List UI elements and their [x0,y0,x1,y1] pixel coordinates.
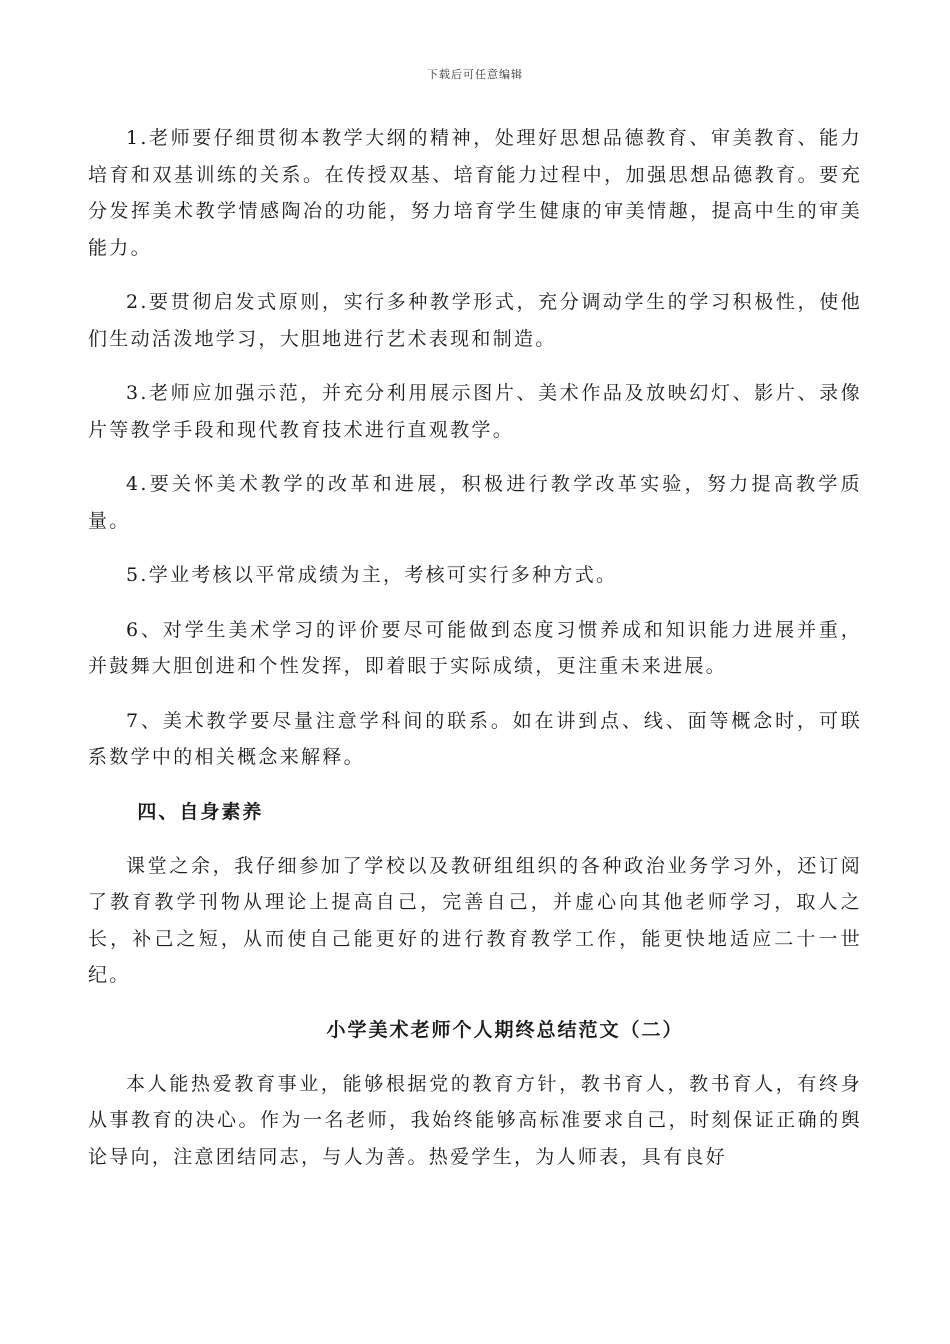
list-item-3: 3.老师应加强示范，并充分利用展示图片、美术作品及放映幻灯、影片、录像片等教学手段和现代教育技术进行直观教学。 [88,382,862,441]
list-item-1: 1.老师要仔细贯彻本教学大纲的精神，处理好思想品德教育、审美教育、能力培育和双基训练的关系。在传授双基、培育能力过程中，加强思想品德教育。要充分发挥美术教学情感陶冶的功能，努力培育学生健康的审美情趣，提高中生的审美能力。 [88,127,862,259]
list-item-4: 4.要关怀美术教学的改革和进展，积极进行教学改革实验，努力提高教学质量。 [88,473,862,532]
list-item-6: 6、对学生美术学习的评价要尽可能做到态度习惯养成和知识能力进展并重，并鼓舞大胆创进和个性发挥，即着眼于实际成绩，更注重未来进展。 [88,618,862,677]
section-body-self-cultivation: 课堂之余，我仔细参加了学校以及教研组组织的各种政治业务学习外，还订阅了教育教学刊物从理论上提高自己，完善自己，并虚心向其他老师学习，取人之长，补己之短，从而使自己能更好的进行教育教学工作，能更快地适应二十一世纪。 [88,854,862,986]
document-body [88,120,862,1193]
list-item-5: 5.学业考核以平常成绩为主，考核可实行多种方式。 [126,564,618,586]
list-item-7: 7、美术教学要尽量注意学科间的联系。如在讲到点、线、面等概念时，可联系数学中的相关概念来解释。 [88,709,862,768]
article-body: 本人能热爱教育事业，能够根据党的教育方针，教书育人，教书育人，有终身从事教育的决心。作为一名老师，我始终能够高标准要求自己，时刻保证正确的舆论导向，注意团结同志，与人为善。热爱学生，为人师表，具有良好 [88,1072,862,1168]
section-heading-self-cultivation: 四、自身素养 [137,800,264,823]
article-title: 小学美术老师个人期终总结范文（二） [326,1018,684,1041]
list-item-2: 2.要贯彻启发式原则，实行多种教学形式，充分调动学生的学习积极性，使他们生动活泼地学习，大胆地进行艺术表现和制造。 [88,291,862,350]
page-header: 下载后可任意编辑 [427,68,523,81]
